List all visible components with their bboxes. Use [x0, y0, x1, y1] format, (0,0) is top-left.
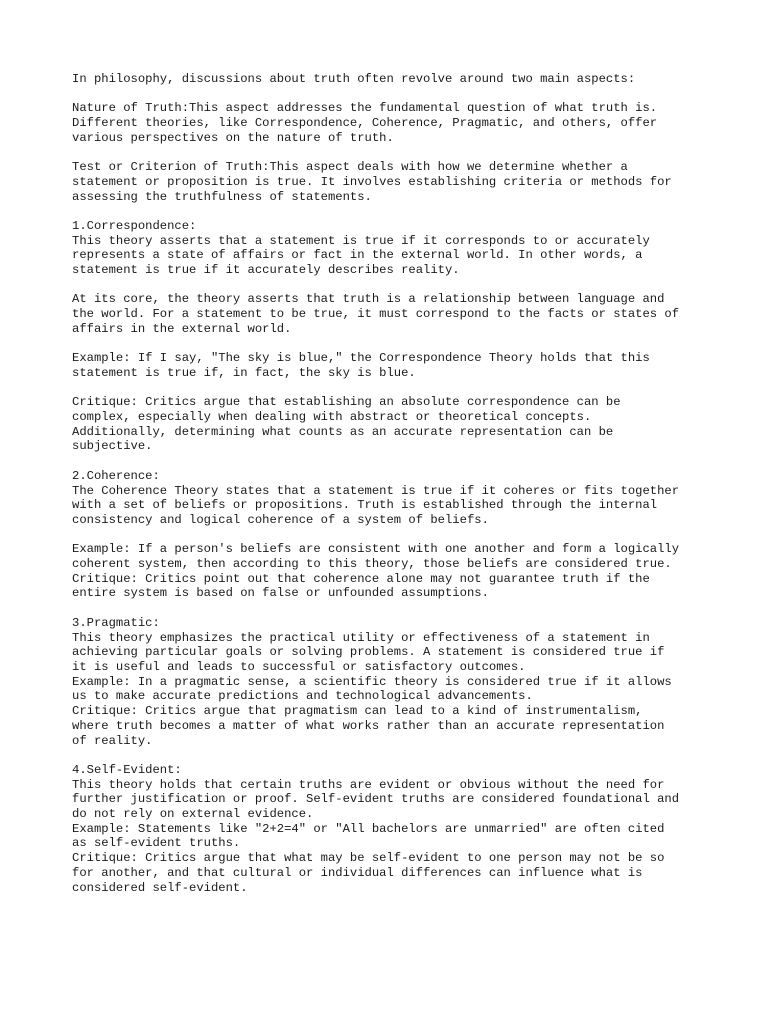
text-line: as self-evident truths. [72, 836, 241, 851]
text-line: Test or Criterion of Truth:This aspect deals with how we determine whether a [72, 160, 628, 175]
text-line: with a set of beliefs or propositions. Truth is established through the internal [72, 498, 658, 513]
section-heading: 2.Coherence: [72, 468, 160, 483]
text-line: statement or proposition is true. It involves establishing criteria or methods for [72, 174, 672, 189]
text-line: In philosophy, discussions about truth often revolve around two main aspects: [72, 72, 636, 86]
coherence-example-paragraph [72, 542, 712, 601]
correspondence-example-paragraph [72, 351, 712, 380]
text-line: Example: If I say, "The sky is blue," the Correspondence Theory holds that this [72, 351, 650, 366]
text-line: This theory emphasizes the practical utility or effectiveness of a statement in [72, 630, 650, 645]
test-of-truth-paragraph [72, 160, 712, 204]
text-line: The Coherence Theory states that a statement is true if it coheres or fits together [72, 483, 680, 498]
text-line: statement is true if it accurately describes reality. [72, 263, 460, 278]
text-line: further justification or proof. Self-evident truths are considered foundational and [72, 792, 680, 807]
document-page [72, 72, 712, 910]
text-line: Different theories, like Correspondence, Coherence, Pragmatic, and others, offer [72, 116, 658, 131]
text-line: Critique: Critics argue that what may be self-evident to one person may not be so [72, 851, 665, 866]
text-line: Example: In a pragmatic sense, a scientific theory is considered true if it allows [72, 674, 672, 689]
pragmatic-section [72, 616, 712, 748]
text-line: Example: Statements like "2+2=4" or "All bachelors are unmarried" are often cited [72, 821, 665, 836]
text-line: do not rely on external evidence. [72, 807, 314, 821]
section-heading: 1.Correspondence: [72, 218, 197, 233]
text-line: various perspectives on the nature of truth. [72, 130, 394, 145]
nature-of-truth-paragraph [72, 101, 712, 145]
text-line: the world. For a statement to be true, it must correspond to the facts or states of [72, 307, 680, 322]
text-line: Example: If a person's beliefs are consistent with one another and form a logically [72, 542, 680, 557]
text-line: represents a state of affairs or fact in the external world. In other words, a [72, 248, 643, 263]
text-line: Critique: Critics argue that pragmatism can lead to a kind of instrumentalism, [72, 704, 643, 719]
text-line: This theory holds that certain truths are evident or obvious without the need for [72, 777, 665, 792]
text-line: Additionally, determining what counts as an accurate representation can be [72, 424, 614, 439]
text-line: of reality. [72, 733, 153, 748]
text-line: consistency and logical coherence of a system of beliefs. [72, 512, 489, 527]
text-line: achieving particular goals or solving problems. A statement is considered true if [72, 645, 665, 660]
correspondence-critique-paragraph [72, 395, 712, 454]
intro-paragraph [72, 72, 712, 87]
text-line: subjective. [72, 439, 153, 454]
correspondence-section [72, 219, 712, 278]
text-line: us to make accurate predictions and technological advancements. [72, 689, 533, 704]
text-line: for another, and that cultural or individual differences can influence what is [72, 865, 643, 880]
text-line: This theory asserts that a statement is true if it corresponds to or accurately [72, 233, 650, 248]
text-line: coherent system, then according to this theory, those beliefs are considered true. [72, 557, 672, 572]
text-line: entire system is based on false or unfounded assumptions. [72, 586, 489, 601]
text-line: Critique: Critics point out that coherence alone may not guarantee truth if the [72, 571, 650, 586]
correspondence-core-paragraph [72, 292, 712, 336]
section-heading: 3.Pragmatic: [72, 615, 160, 630]
text-line: At its core, the theory asserts that truth is a relationship between language and [72, 292, 665, 307]
text-line: it is useful and leads to successful or satisfactory outcomes. [72, 659, 526, 674]
text-line: statement is true if, in fact, the sky is blue. [72, 365, 416, 380]
text-line: complex, especially when dealing with abstract or theoretical concepts. [72, 410, 592, 425]
self-evident-section [72, 763, 712, 895]
coherence-section [72, 469, 712, 528]
section-heading: 4.Self-Evident: [72, 762, 182, 777]
text-line: considered self-evident. [72, 880, 248, 895]
text-line: affairs in the external world. [72, 321, 292, 336]
text-line: Critique: Critics argue that establishing an absolute correspondence can be [72, 395, 621, 410]
text-line: Nature of Truth:This aspect addresses the fundamental question of what truth is. [72, 101, 658, 116]
text-line: where truth becomes a matter of what works rather than an accurate representation [72, 718, 665, 733]
text-line: assessing the truthfulness of statements. [72, 189, 372, 204]
